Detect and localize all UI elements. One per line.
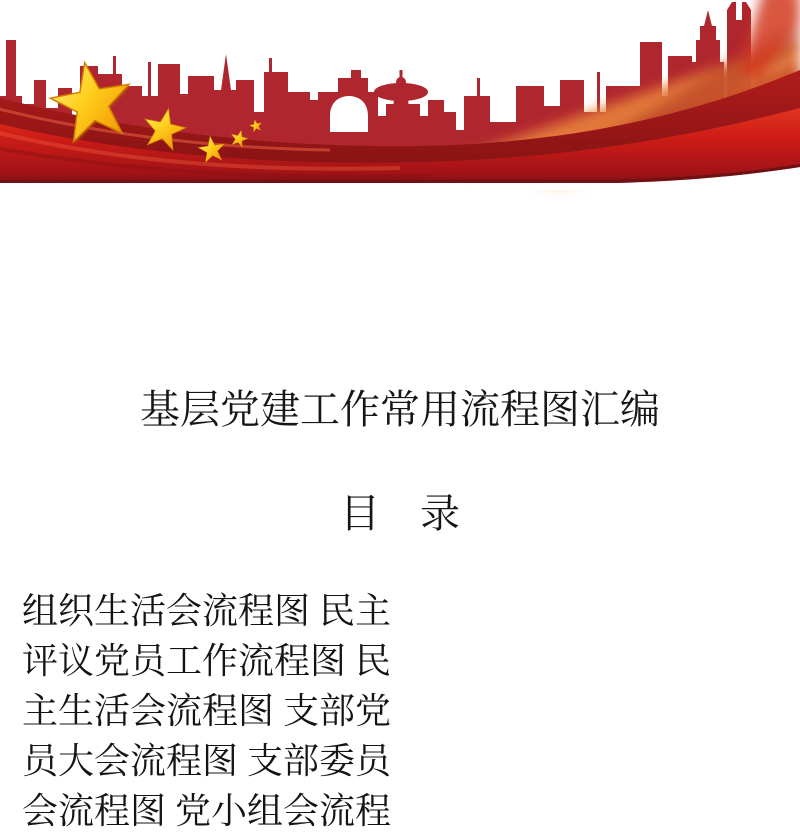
saucer-tower-stem <box>392 96 410 130</box>
toc-heading: 目 录 <box>340 491 460 536</box>
toc-text-line: 员大会流程图 支部委员 <box>22 741 392 781</box>
toc-body <box>22 586 782 836</box>
banner-artwork <box>0 0 800 190</box>
toc-text-line: 主生活会流程图 支部党 <box>22 691 392 731</box>
saucer-tower-spike <box>400 70 403 82</box>
toc-text-line: 会流程图 党小组会流程 <box>22 791 392 831</box>
toc-text-line: 组织生活会流程图 民主 <box>22 591 392 631</box>
header-banner <box>0 0 800 190</box>
toc-text-line: 评议党员工作流程图 民 <box>22 641 392 681</box>
document-title: 基层党建工作常用流程图汇编 <box>140 387 660 432</box>
